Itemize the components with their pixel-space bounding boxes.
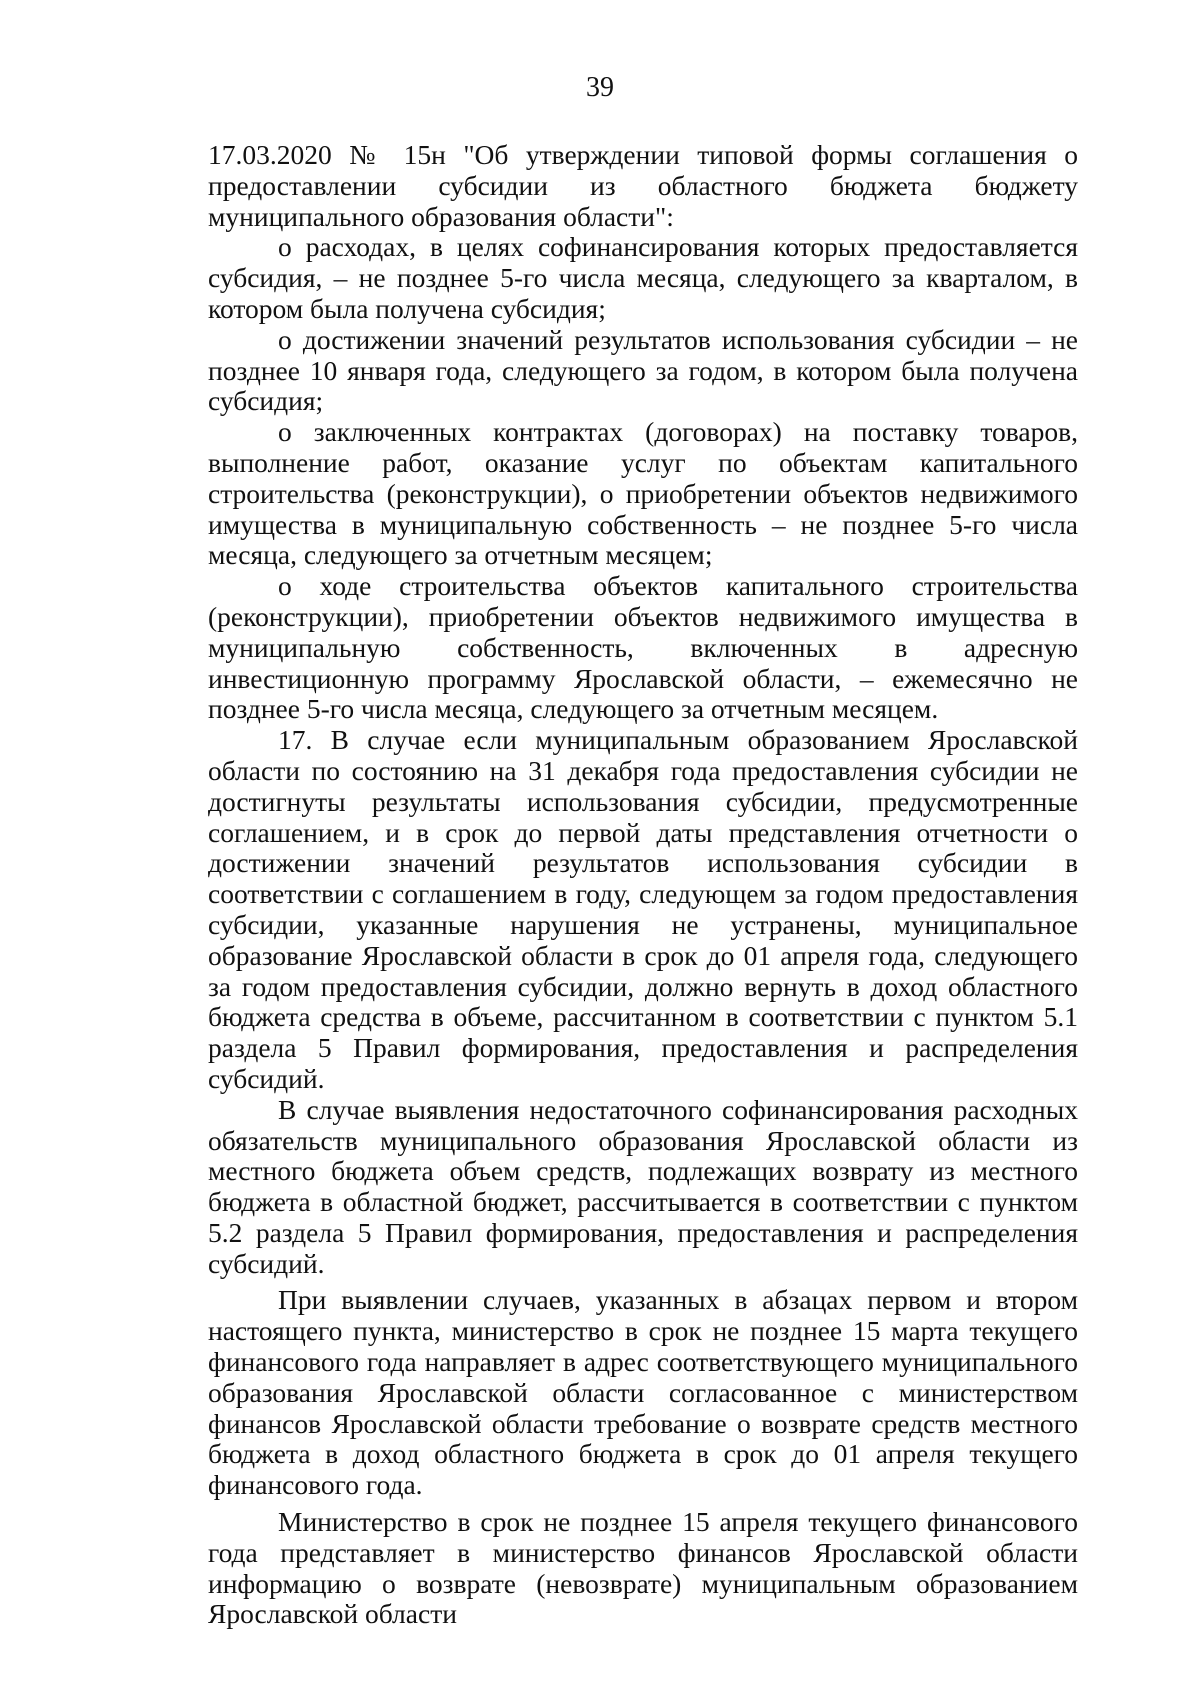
paragraph-report-construction: о ходе строительства объектов капитального строительства (реконструкции), приобретении объектов недвижимого имущества в муниципальную собственность, включенных в адресную инвестиционную программу Ярославской области, – ежемесячно не позднее 5-го числа месяца, следующего за отчетным месяцем. [208,570,1078,725]
paragraph-report-results: о достижении значений результатов использования субсидии – не позднее 10 января года, следующего за годом, в котором была получена субсидия; [208,323,1078,417]
document-body [208,140,1078,1630]
paragraph-refund-demand: При выявлении случаев, указанных в абзацах первом и втором настоящего пункта, министерство в срок не позднее 15 марта текущего финансового года направляет в адрес соответствующего муниципального образования Ярославской области согласованное с министерством финансов Ярославской области требование о возврате средств местного бюджета в доход областного бюджета в срок до 01 апреля текущего финансового года. [208,1284,1078,1501]
paragraph-report-contracts: о заключенных контрактах (договорах) на поставку товаров, выполнение работ, оказание услуг по объектам капитального строительства (реконструкции), о приобретении объектов недвижимого имущества в муниципальную собственность – не позднее 5-го числа месяца, следующего за отчетным месяцем; [208,416,1078,571]
page-number: 39 [586,72,614,103]
paragraph-clause-17: 17. В случае если муниципальным образованием Ярославской области по состоянию на 31 декабря года предоставления субсидии не достигнуты результаты использования субсидии, предусмотренные соглашением, и в срок до первой даты представления отчетности о достижении значений результатов использования субсидии в соответствии с соглашением в году, следующем за годом предоставления субсидии, указанные нарушения не устранены, муниципальное образование Ярославской области в срок до 01 апреля года, следующего за годом предоставления субсидии, должно вернуть в доход областного бюджета средства в объеме, рассчитанном в соответствии с пунктом 5.1 раздела 5 Правил формирования, предоставления и распределения субсидий. [208,724,1078,1094]
paragraph-report-expenses: о расходах, в целях софинансирования которых предоставляется субсидия, – не позднее 5-го числа месяца, следующего за кварталом, в котором была получена субсидия; [208,231,1078,324]
paragraph-insufficient-cofinancing: В случае выявления недостаточного софинансирования расходных обязательств муниципального образования Ярославской области из местного бюджета объем средств, подлежащих возврату из местного бюджета в областной бюджет, рассчитывается в соответствии с пунктом 5.2 раздела 5 Правил формирования, предоставления и распределения субсидий. [208,1093,1078,1279]
paragraph-order-reference: 17.03.2020 № 15н "Об утверждении типовой формы соглашения о предоставлении субсидии из областного бюджета бюджету муниципального образования области": [208,139,1078,232]
paragraph-ministry-report: Министерство в срок не позднее 15 апреля текущего финансового года представляет в министерство финансов Ярославской области информацию о возврате (невозврате) муниципальным образованием Ярославской области [208,1506,1078,1630]
